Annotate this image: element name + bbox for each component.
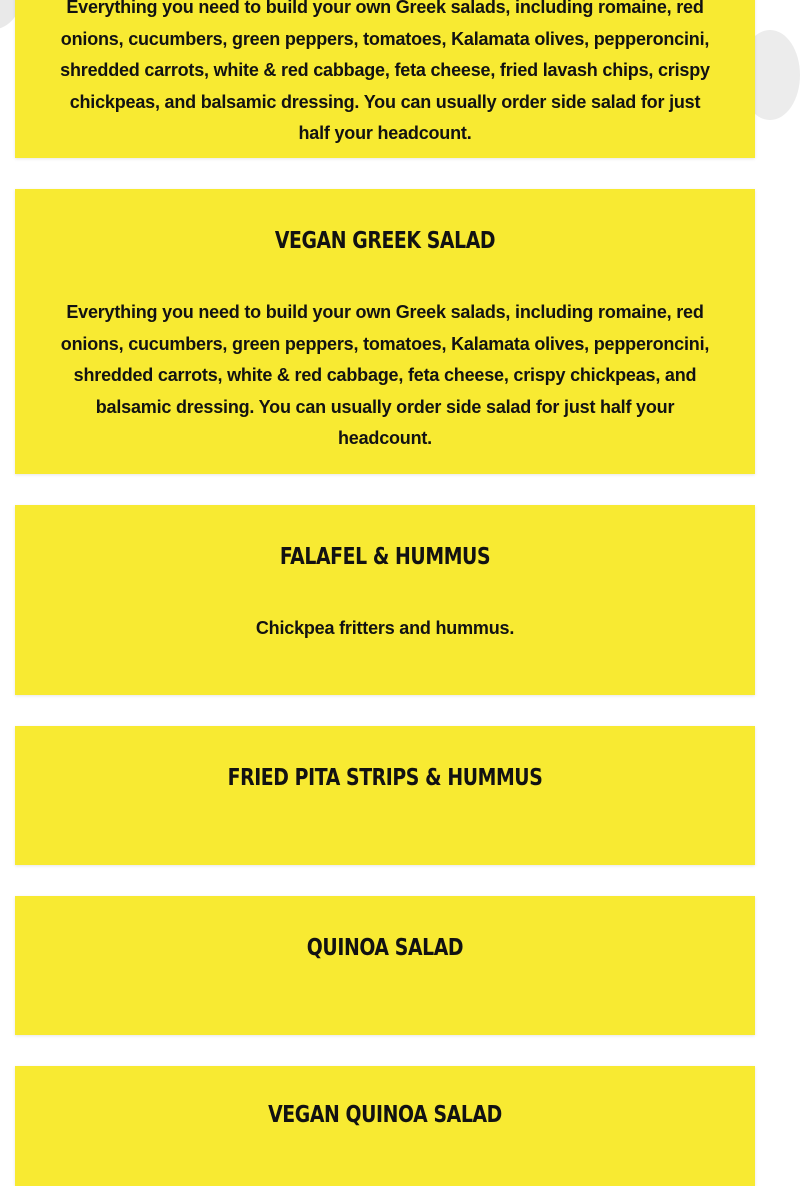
menu-item-title: FALAFEL & HUMMUS: [279, 544, 491, 570]
menu-item-card-quinoa-salad: [15, 896, 755, 1035]
menu-item-title: VEGAN GREEK SALAD: [274, 228, 496, 254]
menu-item-card-falafel-hummus: [15, 505, 755, 695]
menu-item-title: VEGAN QUINOA SALAD: [268, 1102, 502, 1128]
menu-item-card-fried-pita-strips: [15, 726, 755, 865]
menu-item-card-vegan-greek-salad: [15, 189, 755, 474]
menu-item-card-greek-salad: [15, 0, 755, 158]
menu-item-description: Everything you need to build your own Greek salads, including romaine, red onions, cucumbers, green peppers, tomatoes, Kalamata olives, pepperoncini, shredded carrots, white & red cabbage, feta cheese, fried lavash chips, crispy chickpeas, and balsamic dressing. You can usually order side salad for just half your headcount.: [60, 0, 710, 143]
menu-item-card-vegan-quinoa-salad: [15, 1066, 755, 1186]
menu-item-description: Everything you need to build your own Greek salads, including romaine, red onions, cucumbers, green peppers, tomatoes, Kalamata olives, pepperoncini, shredded carrots, white & red cabbage, feta cheese, crispy chickpeas, and balsamic dressing. You can usually order side salad for just half your headcount.: [60, 302, 710, 448]
menu-item-title: FRIED PITA STRIPS & HUMMUS: [227, 765, 543, 791]
menu-item-title: QUINOA SALAD: [306, 935, 464, 961]
menu-item-description: Chickpea fritters and hummus.: [255, 618, 515, 638]
